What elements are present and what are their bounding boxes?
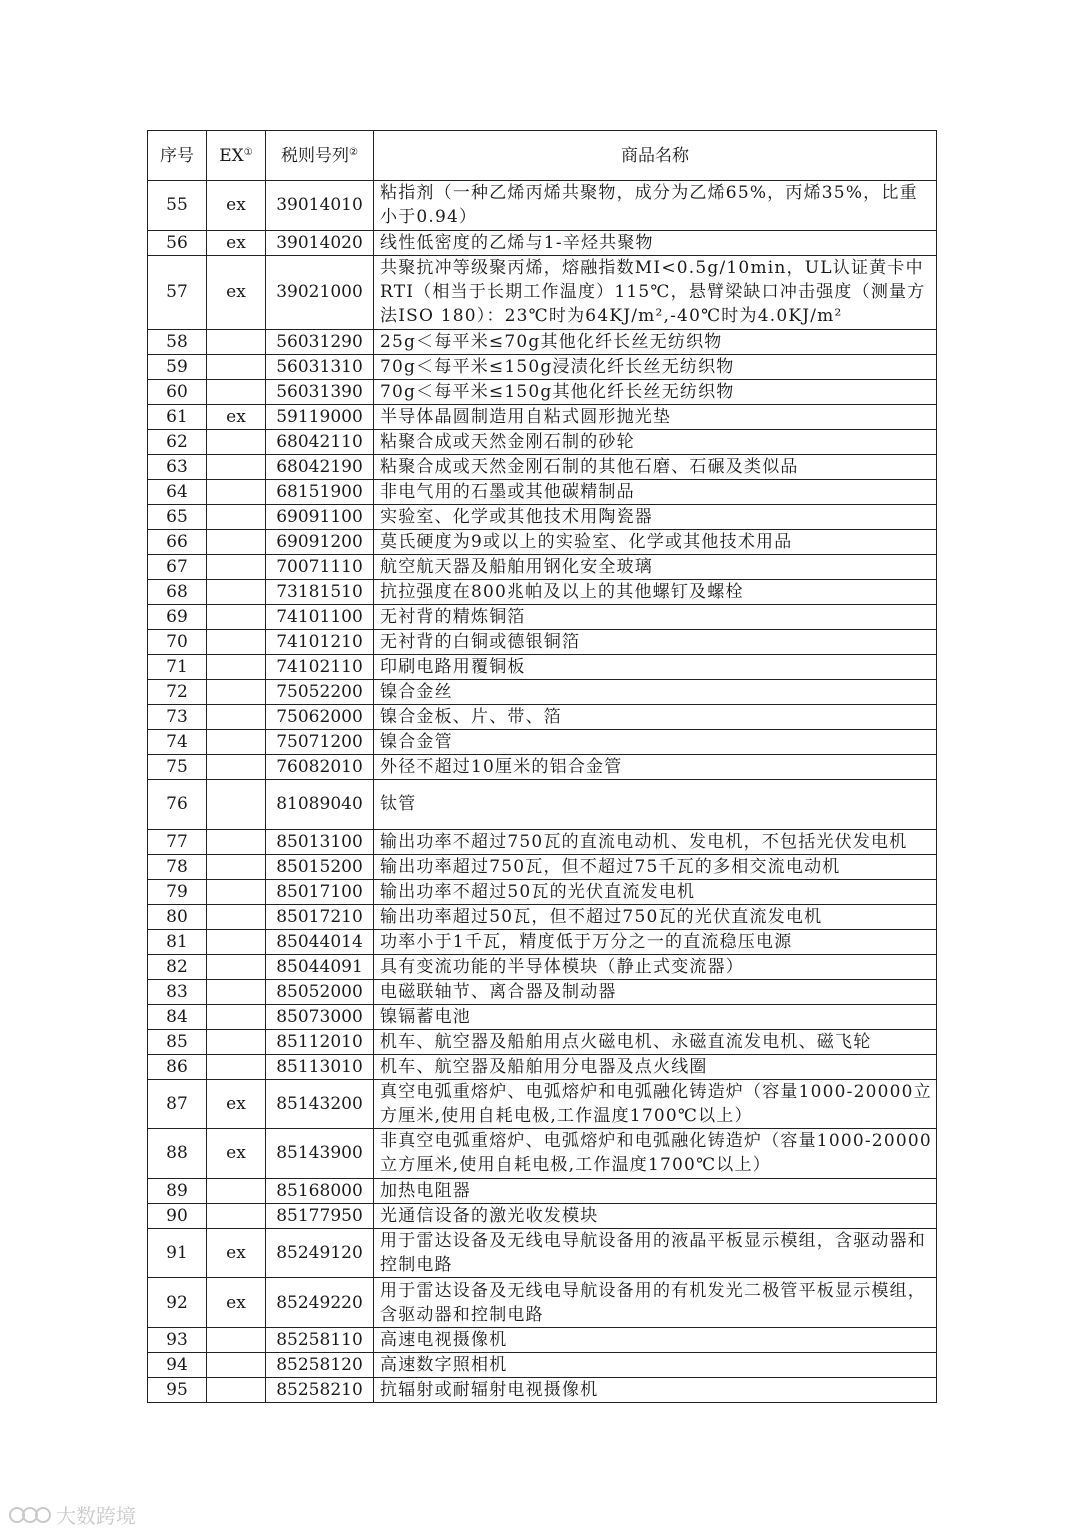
cell-seq: 92	[148, 1278, 207, 1328]
cell-code: 56031310	[266, 354, 374, 379]
table-row	[148, 904, 937, 929]
table-row	[148, 454, 937, 479]
cell-code: 85112010	[266, 1029, 374, 1054]
cell-ex: ex	[207, 230, 266, 255]
cell-seq: 93	[148, 1327, 207, 1352]
table-row	[148, 1377, 937, 1402]
table-row	[148, 479, 937, 504]
cell-code: 76082010	[266, 754, 374, 779]
cell-code: 81089040	[266, 779, 374, 829]
cell-code: 85177950	[266, 1203, 374, 1228]
cell-ex	[207, 854, 266, 879]
header-ex-footnote: ①	[243, 146, 253, 158]
header-code	[266, 131, 374, 181]
table-row	[148, 1178, 937, 1203]
cell-ex	[207, 354, 266, 379]
table-row	[148, 1029, 937, 1054]
cell-code: 85113010	[266, 1054, 374, 1079]
table-row	[148, 181, 937, 231]
cell-seq: 70	[148, 629, 207, 654]
header-code-label: 税则号列	[281, 145, 350, 166]
table-row	[148, 979, 937, 1004]
cell-code: 85258120	[266, 1352, 374, 1377]
cell-ex: ex	[207, 1129, 266, 1179]
table-row	[148, 704, 937, 729]
cell-ex: ex	[207, 255, 266, 329]
cell-name: 输出功率不超过750瓦的直流电动机、发电机，不包括光伏发电机	[374, 829, 937, 854]
cell-seq: 69	[148, 604, 207, 629]
cell-code: 39014020	[266, 230, 374, 255]
cell-name: 粘聚合成或天然金刚石制的砂轮	[374, 429, 937, 454]
header-seq: 序号	[148, 131, 207, 181]
cell-ex	[207, 1054, 266, 1079]
cell-ex: ex	[207, 1278, 266, 1328]
cell-code: 85143200	[266, 1079, 374, 1129]
cell-seq: 60	[148, 379, 207, 404]
cell-code: 59119000	[266, 404, 374, 429]
cell-ex	[207, 904, 266, 929]
cell-name: 用于雷达设备及无线电导航设备用的液晶平板显示模组，含驱动器和控制电路	[374, 1228, 937, 1278]
table-row	[148, 255, 937, 329]
table-row	[148, 604, 937, 629]
cell-seq: 56	[148, 230, 207, 255]
brand-logo-icon	[8, 1504, 52, 1526]
table-row	[148, 404, 937, 429]
cell-ex	[207, 954, 266, 979]
cell-ex	[207, 1004, 266, 1029]
table-row	[148, 379, 937, 404]
cell-name: 非真空电弧重熔炉、电弧熔炉和电弧融化铸造炉（容量1000-20000立方厘米,使用自耗电极,工作温度1700℃以上）	[374, 1129, 937, 1179]
watermark	[8, 1500, 136, 1529]
cell-seq: 65	[148, 504, 207, 529]
cell-seq: 61	[148, 404, 207, 429]
cell-code: 85044014	[266, 929, 374, 954]
cell-code: 85258110	[266, 1327, 374, 1352]
table-body	[148, 181, 937, 1403]
cell-code: 75052200	[266, 679, 374, 704]
cell-name: 印刷电路用覆铜板	[374, 654, 937, 679]
cell-code: 73181510	[266, 579, 374, 604]
cell-ex	[207, 729, 266, 754]
cell-ex	[207, 1203, 266, 1228]
cell-name: 输出功率超过750瓦，但不超过75千瓦的多相交流电动机	[374, 854, 937, 879]
cell-seq: 68	[148, 579, 207, 604]
cell-code: 85073000	[266, 1004, 374, 1029]
cell-code: 56031290	[266, 329, 374, 354]
cell-seq: 75	[148, 754, 207, 779]
cell-name: 功率小于1千瓦，精度低于万分之一的直流稳压电源	[374, 929, 937, 954]
cell-name: 高速数字照相机	[374, 1352, 937, 1377]
cell-seq: 80	[148, 904, 207, 929]
cell-code: 68151900	[266, 479, 374, 504]
cell-seq: 74	[148, 729, 207, 754]
cell-code: 68042190	[266, 454, 374, 479]
cell-code: 85143900	[266, 1129, 374, 1179]
cell-ex	[207, 1029, 266, 1054]
table-row	[148, 1203, 937, 1228]
table-row	[148, 1278, 937, 1328]
table-row	[148, 954, 937, 979]
cell-code: 39021000	[266, 255, 374, 329]
watermark-text: 大数跨境	[56, 1504, 136, 1528]
cell-seq: 58	[148, 329, 207, 354]
tariff-table	[147, 130, 937, 1403]
cell-ex	[207, 604, 266, 629]
cell-seq: 73	[148, 704, 207, 729]
cell-seq: 89	[148, 1178, 207, 1203]
cell-name: 真空电弧重熔炉、电弧熔炉和电弧融化铸造炉（容量1000-20000立方厘米,使用自耗电极,工作温度1700℃以上）	[374, 1079, 937, 1129]
cell-ex	[207, 679, 266, 704]
cell-name: 抗拉强度在800兆帕及以上的其他螺钉及螺栓	[374, 579, 937, 604]
cell-name: 加热电阻器	[374, 1178, 937, 1203]
header-ex	[207, 131, 266, 181]
cell-ex	[207, 379, 266, 404]
cell-code: 85052000	[266, 979, 374, 1004]
cell-ex	[207, 429, 266, 454]
cell-ex	[207, 554, 266, 579]
cell-seq: 55	[148, 181, 207, 231]
cell-code: 75071200	[266, 729, 374, 754]
cell-code: 39014010	[266, 181, 374, 231]
cell-ex	[207, 479, 266, 504]
table-row	[148, 579, 937, 604]
cell-name: 镍合金丝	[374, 679, 937, 704]
cell-code: 85249220	[266, 1278, 374, 1328]
cell-code: 56031390	[266, 379, 374, 404]
cell-ex	[207, 1327, 266, 1352]
cell-seq: 91	[148, 1228, 207, 1278]
table-row	[148, 329, 937, 354]
cell-ex	[207, 454, 266, 479]
table-row	[148, 779, 937, 829]
table-row	[148, 1079, 937, 1129]
cell-name: 镍合金管	[374, 729, 937, 754]
table-row	[148, 829, 937, 854]
cell-code: 74101100	[266, 604, 374, 629]
cell-name: 粘指剂（一种乙烯丙烯共聚物，成分为乙烯65%，丙烯35%，比重小于0.94）	[374, 181, 937, 231]
cell-seq: 82	[148, 954, 207, 979]
cell-code: 69091100	[266, 504, 374, 529]
header-row	[148, 131, 937, 181]
cell-name: 无衬背的精炼铜箔	[374, 604, 937, 629]
cell-code: 85015200	[266, 854, 374, 879]
table-row	[148, 529, 937, 554]
cell-ex: ex	[207, 1079, 266, 1129]
cell-name: 抗辐射或耐辐射电视摄像机	[374, 1377, 937, 1402]
cell-ex	[207, 1352, 266, 1377]
cell-name: 镍合金板、片、带、箔	[374, 704, 937, 729]
cell-ex	[207, 1178, 266, 1203]
table-row	[148, 504, 937, 529]
cell-ex	[207, 779, 266, 829]
cell-seq: 79	[148, 879, 207, 904]
cell-name: 非电气用的石墨或其他碳精制品	[374, 479, 937, 504]
table-row	[148, 854, 937, 879]
cell-code: 85258210	[266, 1377, 374, 1402]
cell-name: 光通信设备的激光收发模块	[374, 1203, 937, 1228]
cell-ex	[207, 929, 266, 954]
cell-seq: 77	[148, 829, 207, 854]
cell-seq: 86	[148, 1054, 207, 1079]
table-row	[148, 1352, 937, 1377]
cell-name: 电磁联轴节、离合器及制动器	[374, 979, 937, 1004]
cell-seq: 87	[148, 1079, 207, 1129]
cell-ex	[207, 1377, 266, 1402]
cell-seq: 63	[148, 454, 207, 479]
cell-seq: 88	[148, 1129, 207, 1179]
cell-code: 85249120	[266, 1228, 374, 1278]
cell-name: 钛管	[374, 779, 937, 829]
table-row	[148, 1054, 937, 1079]
cell-ex	[207, 829, 266, 854]
cell-seq: 95	[148, 1377, 207, 1402]
cell-ex	[207, 654, 266, 679]
cell-name: 输出功率超过50瓦，但不超过750瓦的光伏直流发电机	[374, 904, 937, 929]
cell-code: 85017210	[266, 904, 374, 929]
table-row	[148, 1129, 937, 1179]
cell-seq: 84	[148, 1004, 207, 1029]
table-row	[148, 230, 937, 255]
cell-code: 74102110	[266, 654, 374, 679]
cell-seq: 81	[148, 929, 207, 954]
cell-name: 无衬背的白铜或德银铜箔	[374, 629, 937, 654]
cell-name: 高速电视摄像机	[374, 1327, 937, 1352]
cell-name: 机车、航空器及船舶用分电器及点火线圈	[374, 1054, 937, 1079]
cell-seq: 90	[148, 1203, 207, 1228]
cell-ex: ex	[207, 404, 266, 429]
cell-name: 70g＜每平米≤150g其他化纤长丝无纺织物	[374, 379, 937, 404]
cell-ex	[207, 704, 266, 729]
cell-name: 半导体晶圆制造用自粘式圆形抛光垫	[374, 404, 937, 429]
cell-ex	[207, 529, 266, 554]
cell-ex	[207, 629, 266, 654]
cell-seq: 67	[148, 554, 207, 579]
table-row	[148, 429, 937, 454]
cell-seq: 94	[148, 1352, 207, 1377]
cell-seq: 57	[148, 255, 207, 329]
cell-code: 68042110	[266, 429, 374, 454]
cell-ex	[207, 504, 266, 529]
cell-name: 用于雷达设备及无线电导航设备用的有机发光二极管平板显示模组，含驱动器和控制电路	[374, 1278, 937, 1328]
cell-code: 74101210	[266, 629, 374, 654]
cell-name: 输出功率不超过50瓦的光伏直流发电机	[374, 879, 937, 904]
cell-ex	[207, 579, 266, 604]
cell-code: 85017100	[266, 879, 374, 904]
cell-ex	[207, 329, 266, 354]
cell-name: 具有变流功能的半导体模块（静止式变流器）	[374, 954, 937, 979]
cell-code: 85168000	[266, 1178, 374, 1203]
cell-ex: ex	[207, 1228, 266, 1278]
cell-name: 线性低密度的乙烯与1-辛烃共聚物	[374, 230, 937, 255]
table-row	[148, 879, 937, 904]
cell-seq: 59	[148, 354, 207, 379]
cell-name: 莫氏硬度为9或以上的实验室、化学或其他技术用品	[374, 529, 937, 554]
cell-name: 机车、航空器及船舶用点火磁电机、永磁直流发电机、磁飞轮	[374, 1029, 937, 1054]
table-row	[148, 1327, 937, 1352]
cell-seq: 72	[148, 679, 207, 704]
cell-seq: 83	[148, 979, 207, 1004]
cell-name: 粘聚合成或天然金刚石制的其他石磨、石碾及类似品	[374, 454, 937, 479]
cell-code: 75062000	[266, 704, 374, 729]
cell-code: 85013100	[266, 829, 374, 854]
cell-seq: 78	[148, 854, 207, 879]
cell-name: 实验室、化学或其他技术用陶瓷器	[374, 504, 937, 529]
cell-ex: ex	[207, 181, 266, 231]
cell-seq: 62	[148, 429, 207, 454]
table-row	[148, 629, 937, 654]
cell-seq: 66	[148, 529, 207, 554]
cell-name: 25g＜每平米≤70g其他化纤长丝无纺织物	[374, 329, 937, 354]
table-row	[148, 354, 937, 379]
cell-name: 外径不超过10厘米的铝合金管	[374, 754, 937, 779]
cell-code: 85044091	[266, 954, 374, 979]
header-code-footnote: ②	[349, 146, 358, 158]
table-row	[148, 554, 937, 579]
table-row	[148, 929, 937, 954]
table-row	[148, 679, 937, 704]
header-name: 商品名称	[374, 131, 937, 181]
cell-seq: 85	[148, 1029, 207, 1054]
cell-seq: 71	[148, 654, 207, 679]
table-row	[148, 654, 937, 679]
cell-name: 航空航天器及船舶用钢化安全玻璃	[374, 554, 937, 579]
cell-name: 70g＜每平米≤150g浸渍化纤长丝无纺织物	[374, 354, 937, 379]
cell-seq: 76	[148, 779, 207, 829]
table-row	[148, 754, 937, 779]
cell-seq: 64	[148, 479, 207, 504]
table-row	[148, 729, 937, 754]
cell-code: 70071110	[266, 554, 374, 579]
cell-code: 69091200	[266, 529, 374, 554]
table-row	[148, 1228, 937, 1278]
cell-name: 镍镉蓄电池	[374, 1004, 937, 1029]
cell-name: 共聚抗冲等级聚丙烯，熔融指数MI<0.5g/10min，UL认证黄卡中RTI（相当于长期工作温度）115℃，悬臂梁缺口冲击强度（测量方法ISO 180）：23℃时为64KJ/m²,-40℃时为4.0KJ/m²	[374, 255, 937, 329]
cell-ex	[207, 754, 266, 779]
header-ex-label: EX	[219, 145, 244, 166]
cell-ex	[207, 879, 266, 904]
cell-ex	[207, 979, 266, 1004]
table-row	[148, 1004, 937, 1029]
